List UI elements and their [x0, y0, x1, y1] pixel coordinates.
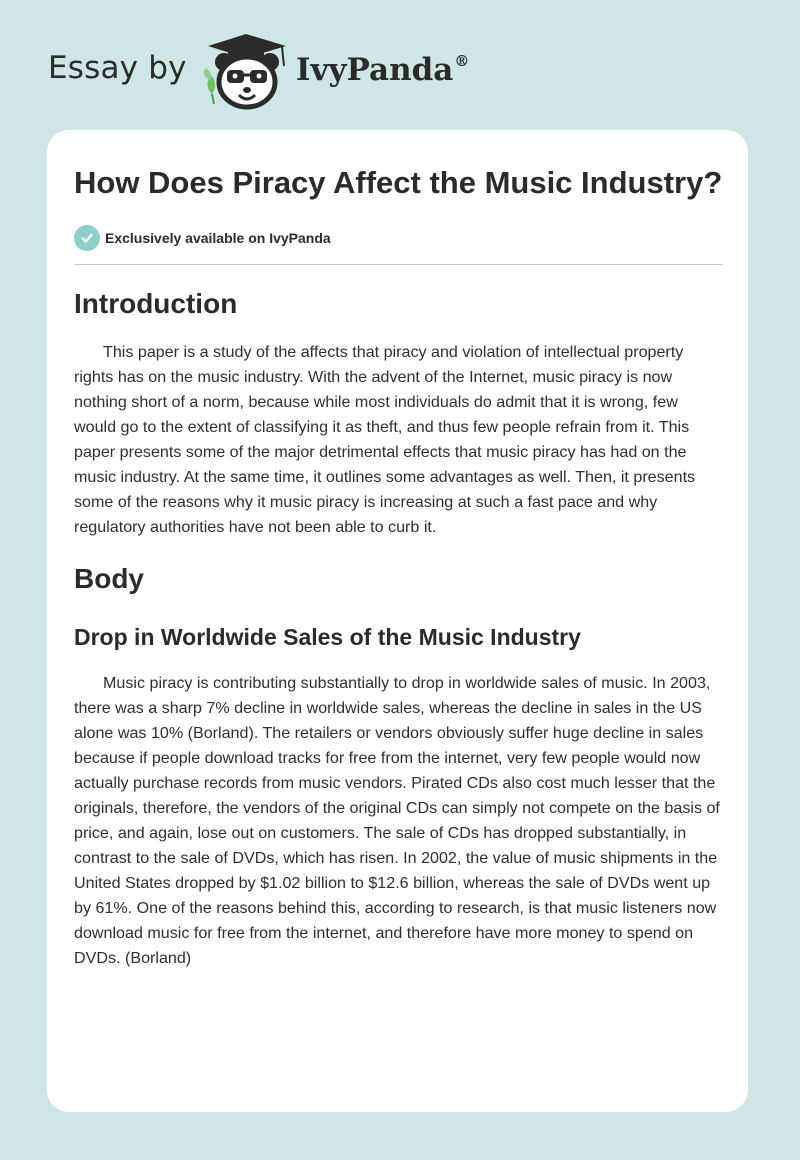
title-divider [74, 264, 723, 265]
introduction-paragraph: This paper is a study of the affects that piracy and violation of intellectual property rights has on the music industry. With the advent of the Internet, music piracy is now nothing short of a norm, because while most individuals do admit that it is wrong, few would go to the extent of classifying it as theft, and thus few people refrain from it. This paper presents some of the major detrimental effects that music piracy has had on the music industry. At the same time, it outlines some advantages as well. Then, it presents some of the reasons why it music piracy is increasing at such a fast pace and why regulatory authorities have not been able to curb it. [74, 343, 696, 536]
leaf-icon [204, 68, 215, 104]
exclusive-label: Exclusively available on IvyPanda [105, 230, 331, 246]
article-card [47, 130, 748, 1112]
drop-in-sales-heading: Drop in Worldwide Sales of the Music Industry [74, 624, 581, 650]
article-content [74, 162, 724, 971]
brand-label: IvyPanda [296, 52, 454, 88]
site-header [0, 0, 800, 120]
drop-in-sales-paragraph: Music piracy is contributing substantially to drop in worldwide sales of music. In 2003, there was a sharp 7% decline in worldwide sales, whereas the decline in sales in the US alone was 10% (Borland). The retailers or vendors obviously suffer huge decline in sales because if people download tracks for free from the internet, very few people would now actually purchase records from music vendors. Pirated CDs also cost much lesser that the originals, therefore, the vendors of the original CDs can simply not compete on the basis of price, and again, lose out on customers. The sale of CDs has dropped substantially, in contrast to the sale of DVDs, which has risen. In 2002, the value of music shipments in the United States dropped by $1.02 billion to $12.6 billion, whereas the sale of DVDs went up by 61%. One of the reasons behind this, according to research, is that music listeners now download music for free from the internet, and therefore have more money to spend on DVDs. (Borland) [74, 674, 720, 967]
brand-name[interactable] [296, 52, 469, 88]
article-title: How Does Piracy Affect the Music Industry? [74, 165, 723, 200]
essay-by-label: Essay by [48, 50, 187, 86]
body-heading: Body [74, 563, 144, 594]
panda-logo-icon[interactable] [198, 32, 294, 112]
registered-mark: ® [454, 52, 470, 70]
exclusive-badge [74, 224, 724, 252]
check-icon [74, 225, 100, 251]
introduction-heading: Introduction [74, 288, 238, 319]
